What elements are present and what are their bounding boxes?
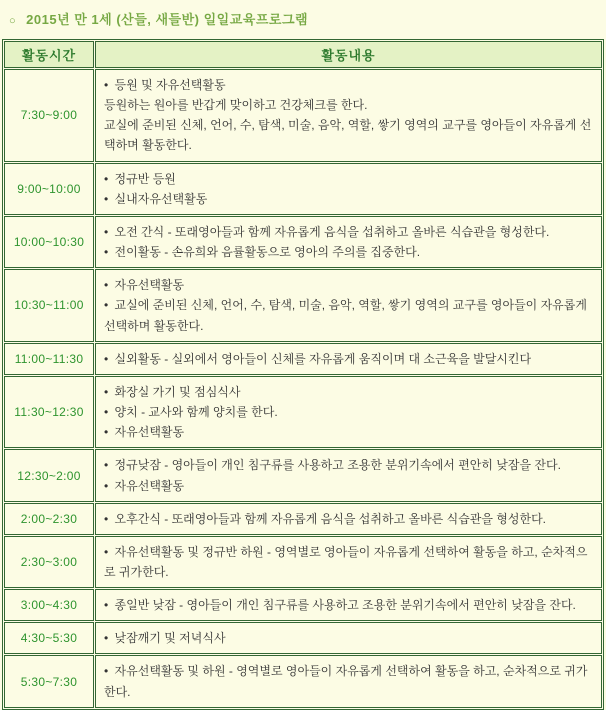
title-bullet-icon: ○ <box>9 15 17 27</box>
bullet-icon: • <box>104 544 112 559</box>
content-cell <box>95 163 602 215</box>
page-title <box>2 5 604 39</box>
activity-line: • 실외활동 - 실외에서 영아들이 신체를 자유롭게 움직이며 대 소근육을 발달시킨다 <box>104 351 532 366</box>
activity-line: • 오전 간식 - 또래영아들과 함께 자유롭게 음식을 섭취하고 올바른 식습관을 형성한다. <box>104 224 550 239</box>
activity-line: • 실내자유선택활동 <box>104 191 208 206</box>
content-cell <box>95 622 602 654</box>
content-cell <box>95 216 602 268</box>
table-row <box>4 376 602 448</box>
time-cell: 7:30~9:00 <box>4 69 94 162</box>
activity-line: • 자유선택활동 <box>104 425 185 440</box>
activity-line: • 정규반 등원 <box>104 171 176 186</box>
table-header <box>4 41 602 68</box>
time-cell: 2:30~3:00 <box>4 536 94 588</box>
activity-line: • 낮잠깨기 및 저녁식사 <box>104 631 226 646</box>
activity-line: • 자유선택활동 및 정규반 하원 - 영역별로 영아들이 자유롭게 선택하여 활동을 하고, 순차적으로 귀가한다. <box>104 544 588 579</box>
table-body <box>4 69 602 708</box>
table-row <box>4 163 602 215</box>
content-cell <box>95 655 602 707</box>
table-row <box>4 655 602 707</box>
table-row <box>4 343 602 375</box>
table-row <box>4 216 602 268</box>
activity-line: • 종일반 낮잠 - 영아들이 개인 침구류를 사용하고 조용한 분위기속에서 편안히 낮잠을 잔다. <box>104 598 576 613</box>
bullet-icon: • <box>104 224 112 239</box>
bullet-icon: • <box>104 278 112 293</box>
header-cell-time: 활동시간 <box>4 41 94 68</box>
time-cell: 3:00~4:30 <box>4 589 94 621</box>
activity-line: • 양치 - 교사와 함께 양치를 한다. <box>104 405 278 420</box>
header-cell-content: 활동내용 <box>95 41 602 68</box>
bullet-icon: • <box>104 298 112 313</box>
table-row <box>4 622 602 654</box>
bullet-icon: • <box>104 405 112 420</box>
time-cell: 10:00~10:30 <box>4 216 94 268</box>
bullet-icon: • <box>104 245 112 260</box>
bullet-icon: • <box>104 458 112 473</box>
content-cell <box>95 589 602 621</box>
table-row <box>4 69 602 162</box>
content-cell <box>95 536 602 588</box>
table-row <box>4 503 602 535</box>
page-title-text: 2015년 만 1세 (산들, 새들반) 일일교육프로그램 <box>26 12 309 27</box>
bullet-icon: • <box>104 511 112 526</box>
activity-line: • 전이활동 - 손유희와 음률활동으로 영아의 주의를 집중한다. <box>104 245 421 260</box>
content-cell <box>95 503 602 535</box>
bullet-icon: • <box>104 425 112 440</box>
activity-line: • 정규낮잠 - 영아들이 개인 침구류를 사용하고 조용한 분위기속에서 편안히 낮잠을 잔다. <box>104 458 561 473</box>
content-cell <box>95 269 602 341</box>
time-cell: 4:30~5:30 <box>4 622 94 654</box>
activity-line: 등원하는 원아를 반갑게 맞이하고 건강체크를 한다. <box>104 98 368 113</box>
activity-line: • 자유선택활동 <box>104 278 185 293</box>
content-cell <box>95 69 602 162</box>
bullet-icon: • <box>104 191 112 206</box>
activity-line: • 화장실 가기 및 점심식사 <box>104 384 241 399</box>
bullet-icon: • <box>104 384 112 399</box>
table-row <box>4 449 602 501</box>
table-row <box>4 536 602 588</box>
bullet-icon: • <box>104 598 112 613</box>
activity-line: 교실에 준비된 신체, 언어, 수, 탐색, 미술, 음악, 역할, 쌓기 영역의 교구를 영아들이 자유롭게 선택하며 활동한다. <box>104 118 592 153</box>
activity-line: • 등원 및 자유선택활동 <box>104 78 226 92</box>
schedule-table <box>2 39 604 710</box>
time-cell: 12:30~2:00 <box>4 449 94 501</box>
bullet-icon: • <box>104 351 112 366</box>
time-cell: 9:00~10:00 <box>4 163 94 215</box>
content-cell <box>95 343 602 375</box>
activity-line: • 자유선택활동 및 하원 - 영역별로 영아들이 자유롭게 선택하여 활동을 하고, 순차적으로 귀가한다. <box>104 664 588 699</box>
header-row <box>4 41 602 68</box>
activity-line: • 교실에 준비된 신체, 언어, 수, 탐색, 미술, 음악, 역할, 쌓기 영역의 교구를 영아들이 자유롭게 선택하며 활동한다. <box>104 298 587 333</box>
activity-line: • 자유선택활동 <box>104 478 185 493</box>
time-cell: 11:30~12:30 <box>4 376 94 448</box>
time-cell: 10:30~11:00 <box>4 269 94 341</box>
content-cell <box>95 376 602 448</box>
time-cell: 11:00~11:30 <box>4 343 94 375</box>
bullet-icon: • <box>104 171 112 186</box>
table-row <box>4 589 602 621</box>
time-cell: 2:00~2:30 <box>4 503 94 535</box>
time-cell: 5:30~7:30 <box>4 655 94 707</box>
bullet-icon: • <box>104 664 112 679</box>
bullet-icon: • <box>104 478 112 493</box>
bullet-icon: • <box>104 78 112 92</box>
bullet-icon: • <box>104 631 112 646</box>
activity-line: • 오후간식 - 또래영아들과 함께 자유롭게 음식을 섭취하고 올바른 식습관을 형성한다. <box>104 511 547 526</box>
table-row <box>4 269 602 341</box>
content-cell <box>95 449 602 501</box>
